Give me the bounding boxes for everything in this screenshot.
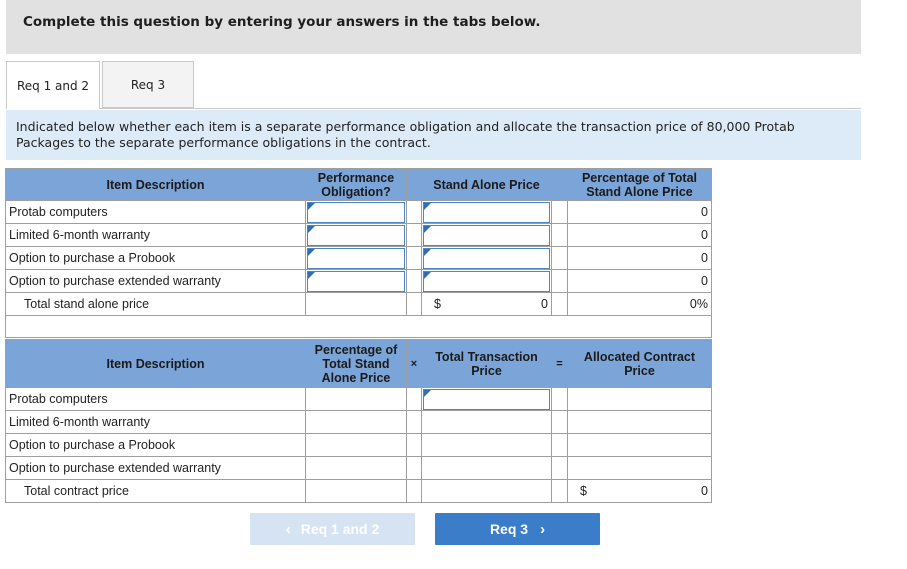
total-sap-value: 0 [541, 297, 548, 311]
spacer-cell [407, 480, 422, 503]
total-acp-value: 0 [701, 484, 708, 498]
performance-obligation-input[interactable] [307, 225, 405, 246]
row-label: Protab computers [6, 201, 306, 224]
percentage-cell [306, 434, 407, 457]
percentage-cell [306, 457, 407, 480]
spacer-cell [552, 270, 568, 293]
stand-alone-price-input[interactable] [423, 248, 550, 269]
total-row [6, 293, 712, 316]
header-percentage-total-sap: Percentage of Total Stand Alone Price [306, 340, 407, 388]
percentage-value: 0 [568, 270, 712, 293]
performance-obligation-cell [306, 270, 407, 293]
percentage-cell [306, 388, 407, 411]
performance-obligation-cell [306, 224, 407, 247]
row-label: Option to purchase extended warranty [6, 270, 306, 293]
total-label: Total contract price [6, 480, 306, 503]
transaction-price-cell [422, 457, 552, 480]
dropdown-flag-icon [308, 249, 315, 256]
performance-obligation-input[interactable] [307, 202, 405, 223]
times-operator: × [407, 340, 422, 388]
transaction-price-cell [422, 388, 552, 411]
spacer-cell [407, 457, 422, 480]
instructions-panel [6, 110, 861, 160]
allocated-price-cell [568, 434, 712, 457]
stand-alone-price-cell [422, 247, 552, 270]
allocation-table [5, 339, 712, 503]
next-button[interactable] [435, 513, 600, 545]
row-label: Option to purchase a Probook [6, 434, 306, 457]
empty-cell [306, 293, 407, 316]
total-row [6, 480, 712, 503]
dropdown-flag-icon [424, 226, 431, 233]
spacer-cell [407, 247, 422, 270]
spacer-cell [552, 480, 568, 503]
stand-alone-price-cell [422, 201, 552, 224]
spacer-cell [552, 388, 568, 411]
allocated-price-cell [568, 457, 712, 480]
spacer-cell [552, 457, 568, 480]
dropdown-flag-icon [424, 203, 431, 210]
dropdown-flag-icon [308, 272, 315, 279]
table-row [6, 388, 712, 411]
tab-label: Req 1 and 2 [16, 78, 90, 93]
performance-obligation-input[interactable] [307, 271, 405, 292]
row-label: Option to purchase a Probook [6, 247, 306, 270]
performance-obligation-cell [306, 247, 407, 270]
row-label: Limited 6-month warranty [6, 411, 306, 434]
empty-cell [306, 480, 407, 503]
table-row [6, 201, 712, 224]
stand-alone-price-cell [422, 270, 552, 293]
instructions-text: Indicated below whether each item is a separate performance obligation and allocate the transaction price of 80,000 Protab Packages to the separate performance obligations in the contract. [16, 119, 795, 150]
prev-button[interactable] [250, 513, 415, 545]
performance-obligation-input[interactable] [307, 248, 405, 269]
spacer-cell [407, 411, 422, 434]
tab-req-1-and-2[interactable] [6, 61, 100, 109]
dropdown-flag-icon [424, 249, 431, 256]
header-spacer [552, 169, 568, 201]
row-label: Limited 6-month warranty [6, 224, 306, 247]
dropdown-flag-icon [424, 390, 431, 397]
allocated-price-cell [568, 411, 712, 434]
question-header [6, 0, 861, 54]
blank-row [6, 316, 712, 338]
spacer-cell [407, 201, 422, 224]
header-allocated-contract-price: Allocated Contract Price [568, 340, 712, 388]
header-performance-obligation: Performance Obligation? [306, 169, 407, 201]
row-label: Option to purchase extended warranty [6, 457, 306, 480]
total-label: Total stand alone price [6, 293, 306, 316]
blank-cell [6, 316, 712, 338]
chevron-right-icon: › [540, 520, 546, 538]
header-stand-alone-price: Stand Alone Price [422, 169, 552, 201]
total-allocated-contract-price [568, 480, 712, 503]
stand-alone-price-input[interactable] [423, 202, 550, 223]
stand-alone-price-cell [422, 224, 552, 247]
currency-symbol: $ [434, 297, 441, 311]
chevron-left-icon: ‹ [285, 520, 291, 538]
dropdown-flag-icon [308, 226, 315, 233]
percentage-value: 0 [568, 247, 712, 270]
allocated-price-cell [568, 388, 712, 411]
spacer-cell [552, 201, 568, 224]
performance-obligation-table [5, 168, 712, 338]
currency-symbol: $ [580, 484, 587, 498]
percentage-value: 0 [568, 224, 712, 247]
tab-label: Req 3 [130, 77, 166, 92]
prev-button-label: Req 1 and 2 [300, 521, 380, 537]
table-row [6, 247, 712, 270]
spacer-cell [552, 411, 568, 434]
spacer-cell [552, 247, 568, 270]
table-row [6, 224, 712, 247]
header-instruction: Complete this question by entering your answers in the tabs below. [23, 14, 541, 30]
next-button-label: Req 3 [489, 521, 529, 537]
table-row [6, 457, 712, 480]
transaction-price-cell [422, 411, 552, 434]
table-row [6, 270, 712, 293]
spacer-cell [552, 293, 568, 316]
stand-alone-price-input[interactable] [423, 271, 550, 292]
transaction-price-cell [422, 434, 552, 457]
spacer-cell [407, 434, 422, 457]
tab-divider [6, 108, 861, 109]
spacer-cell [407, 388, 422, 411]
spacer-cell [407, 293, 422, 316]
header-item-description: Item Description [6, 340, 306, 388]
row-label: Protab computers [6, 388, 306, 411]
table-row [6, 411, 712, 434]
spacer-cell [552, 434, 568, 457]
stand-alone-price-input[interactable] [423, 225, 550, 246]
total-percentage: 0% [568, 293, 712, 316]
table-row [6, 434, 712, 457]
header-total-transaction-price: Total Transaction Price [422, 340, 552, 388]
header-percentage-total-sap: Percentage of Total Stand Alone Price [568, 169, 712, 201]
dropdown-flag-icon [308, 203, 315, 210]
performance-obligation-cell [306, 201, 407, 224]
spacer-cell [407, 224, 422, 247]
dropdown-flag-icon [424, 272, 431, 279]
header-spacer [407, 169, 422, 201]
percentage-cell [306, 411, 407, 434]
total-transaction-price-input[interactable] [423, 389, 550, 410]
percentage-value: 0 [568, 201, 712, 224]
equals-operator: = [552, 340, 568, 388]
spacer-cell [552, 224, 568, 247]
empty-cell [422, 480, 552, 503]
spacer-cell [407, 270, 422, 293]
tab-req-3[interactable] [102, 61, 194, 108]
header-item-description: Item Description [6, 169, 306, 201]
total-stand-alone-price [422, 293, 552, 316]
